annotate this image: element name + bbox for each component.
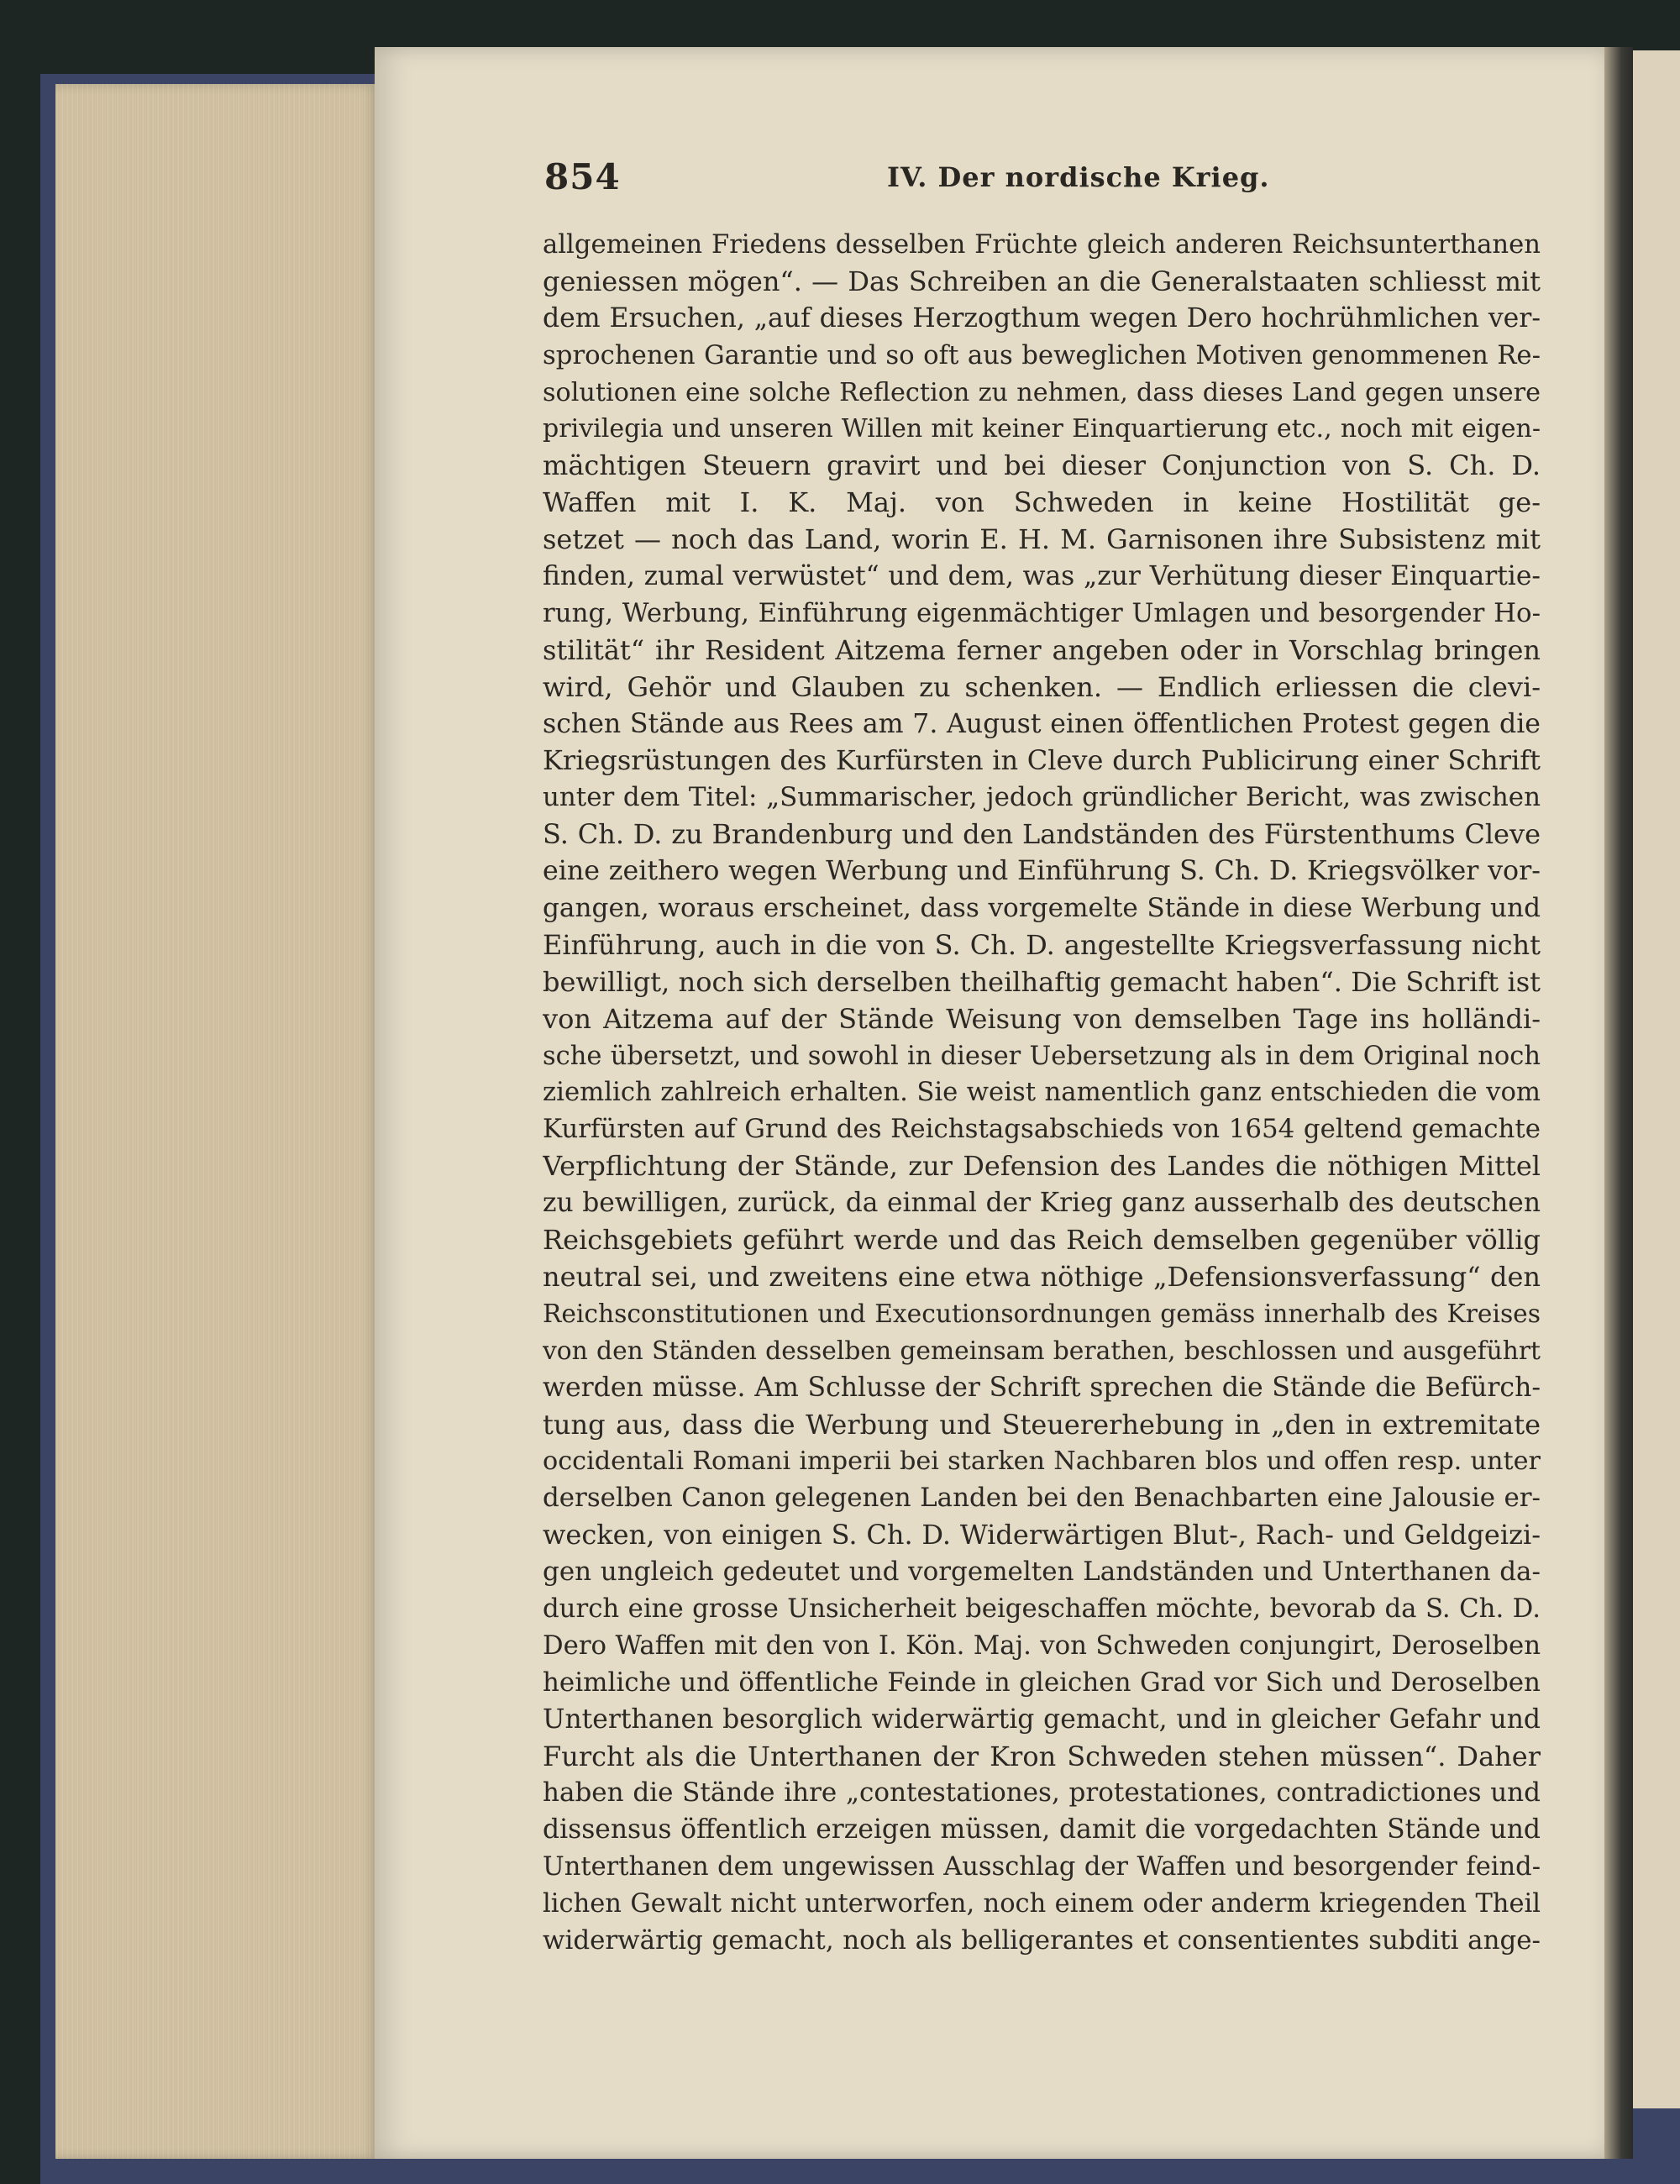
- text-line: geniessen mögen“. — Das Schreiben an die Generalstaaten schliesst mit: [543, 265, 1541, 297]
- text-line: tung aus, dass die Werbung und Steuererhebung in „den in extremitate: [543, 1408, 1541, 1441]
- text-line: Reichsconstitutionen und Executionsordnungen gemäss innerhalb des Kreises: [543, 1299, 1541, 1329]
- text-line: solutionen eine solche Reflection zu nehmen, dass dieses Land gegen unsere: [543, 377, 1541, 407]
- text-line: von Aitzema auf der Stände Weisung von demselben Tage ins holländi-: [543, 1002, 1541, 1035]
- text-line: heimliche und öffentliche Feinde in gleichen Grad vor Sich und Deroselben: [543, 1667, 1541, 1698]
- text-line: occidentali Romani imperii bei starken Nachbaren blos und offen resp. unter: [543, 1446, 1541, 1477]
- text-line: bewilligt, noch sich derselben theilhaftig gemacht haben“. Die Schrift ist: [543, 965, 1541, 998]
- text-line: Dero Waffen mit den von I. Kön. Maj. von Schweden conjungirt, Deroselben: [543, 1630, 1541, 1661]
- text-line: Furcht als die Unterthanen der Kron Schweden stehen müssen“. Daher: [543, 1740, 1541, 1772]
- text-line: neutral sei, und zweitens eine etwa nöthige „Defensionsverfassung“ den: [543, 1260, 1541, 1293]
- text-line: wecken, von einigen S. Ch. D. Widerwärtigen Blut-, Rach- und Geldgeizi-: [543, 1519, 1541, 1551]
- text-line: haben die Stände ihre „contestationes, protestationes, contradictiones und: [543, 1777, 1541, 1809]
- text-line: wird, Gehör und Glauben zu schenken. — Endlich erliessen die clevi-: [543, 670, 1541, 703]
- page-edge-stack: [55, 84, 379, 2159]
- text-line: Kriegsrüstungen des Kurfürsten in Cleve durch Publicirung einer Schrift: [543, 744, 1541, 777]
- text-line: sche übersetzt, und sowohl in dieser Uebersetzung als in dem Original noch: [543, 1041, 1541, 1071]
- text-line: Verpflichtung der Stände, zur Defension des Landes die nöthigen Mittel: [543, 1150, 1541, 1183]
- page-header: [544, 156, 1552, 203]
- text-line: stilität“ ihr Resident Aitzema ferner angeben oder in Vorschlag bringen: [543, 633, 1541, 666]
- text-line: zu bewilligen, zurück, da einmal der Krieg ganz ausserhalb des deutschen: [543, 1188, 1541, 1219]
- text-line: durch eine grosse Unsicherheit beigeschaffen möchte, bevorab da S. Ch. D.: [543, 1593, 1541, 1624]
- text-line: widerwärtig gemacht, noch als belligerantes et consentientes subditi ange-: [543, 1924, 1541, 1956]
- text-line: Einführung, auch in die von S. Ch. D. angestellte Kriegsverfassung nicht: [543, 928, 1541, 961]
- text-line: schen Stände aus Rees am 7. August einen öffentlichen Protest gegen die: [543, 708, 1541, 739]
- text-line: von den Ständen desselben gemeinsam berathen, beschlossen und ausgeführt: [543, 1336, 1541, 1366]
- text-line: sprochenen Garantie und so oft aus beweglichen Motiven genommenen Re-: [543, 339, 1541, 370]
- text-line: derselben Canon gelegenen Landen bei den Benachbarten eine Jalousie er-: [543, 1483, 1541, 1514]
- text-line: rung, Werbung, Einführung eigenmächtiger Umlagen und besorgender Ho-: [543, 597, 1541, 628]
- text-line: Waffen mit I. K. Maj. von Schweden in keine Hostilität ge-: [543, 486, 1541, 519]
- book-gutter: [1604, 47, 1633, 2159]
- text-line: gen ungleich gedeutet und vorgemelten Landständen und Unterthanen da-: [543, 1557, 1541, 1588]
- running-head: IV. Der nordische Krieg.: [887, 161, 1270, 193]
- text-line: Unterthanen dem ungewissen Ausschlag der Waffen und besorgender feind-: [543, 1852, 1541, 1882]
- page-number: 854: [544, 156, 621, 197]
- text-line: mächtigen Steuern gravirt und bei dieser Conjunction von S. Ch. D.: [543, 449, 1541, 482]
- text-line: werden müsse. Am Schlusse der Schrift sprechen die Stände die Befürch-: [543, 1372, 1541, 1403]
- body-text: [543, 227, 1541, 1960]
- text-line: eine zeithero wegen Werbung und Einführung S. Ch. D. Kriegsvölker vor-: [543, 856, 1541, 887]
- text-line: S. Ch. D. zu Brandenburg und den Landständen des Fürstenthums Cleve: [543, 818, 1541, 851]
- text-line: privilegia und unseren Willen mit keiner Einquartierung etc., noch mit eigen-: [543, 414, 1541, 444]
- text-line: setzet — noch das Land, worin E. H. M. Garnisonen ihre Subsistenz mit: [543, 523, 1541, 556]
- text-line: dem Ersuchen, „auf dieses Herzogthum wegen Dero hochrühmlichen ver-: [543, 302, 1541, 333]
- text-line: allgemeinen Friedens desselben Früchte gleich anderen Reichsunterthanen: [543, 230, 1541, 260]
- text-line: finden, zumal verwüstet“ und dem, was „zur Verhütung dieser Einquartie-: [543, 561, 1541, 592]
- text-line: Reichsgebiets geführt werde und das Reich demselben gegenüber völlig: [543, 1224, 1541, 1257]
- facing-page-edge: [1633, 50, 1680, 2108]
- text-line: dissensus öffentlich erzeigen müssen, damit die vorgedachten Stände und: [543, 1814, 1541, 1845]
- text-line: ziemlich zahlreich erhalten. Sie weist namentlich ganz entschieden die vom: [543, 1078, 1541, 1108]
- text-line: lichen Gewalt nicht unterworfen, noch einem oder anderm kriegenden Theil: [543, 1889, 1541, 1919]
- text-line: gangen, woraus erscheinet, dass vorgemelte Stände in diese Werbung und: [543, 893, 1541, 924]
- text-line: Kurfürsten auf Grund des Reichstagsabschieds von 1654 geltend gemachte: [543, 1114, 1541, 1145]
- text-line: Unterthanen besorglich widerwärtig gemacht, und in gleicher Gefahr und: [543, 1704, 1541, 1735]
- text-line: unter dem Titel: „Summarischer, jedoch gründlicher Bericht, was zwischen: [543, 782, 1541, 813]
